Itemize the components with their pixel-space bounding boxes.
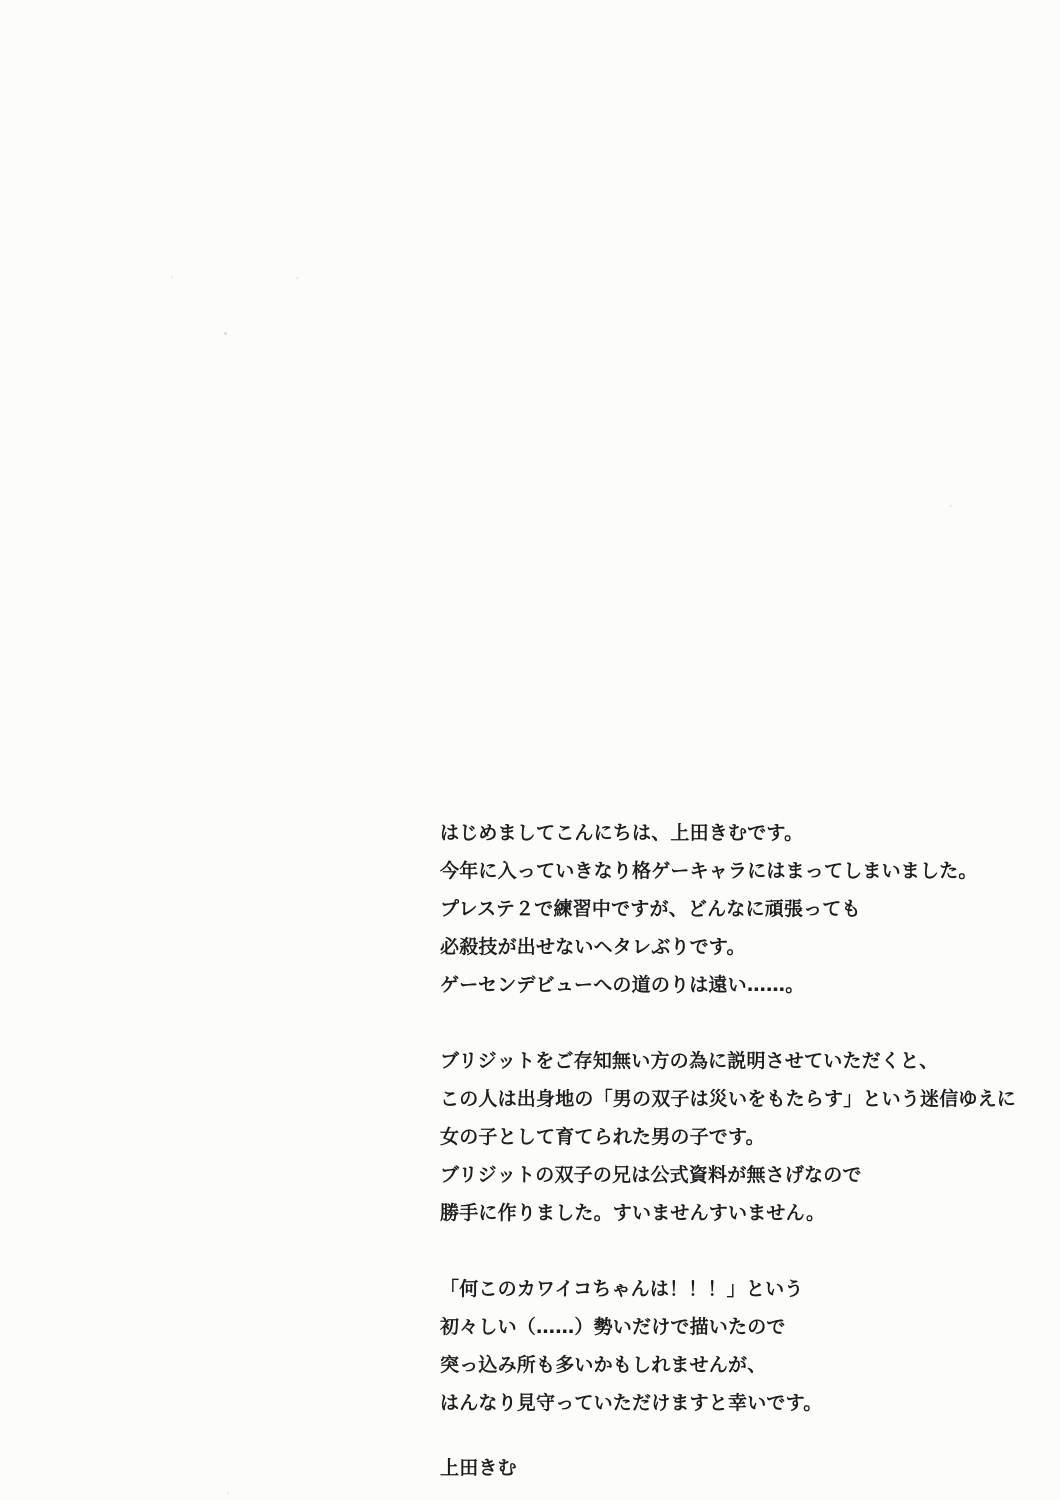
scan-speck <box>227 1492 229 1494</box>
scan-speck <box>224 332 227 335</box>
afterword-line: プレステ２で練習中ですが、どんなに頑張っても <box>440 898 861 920</box>
afterword-line: この人は出身地の「男の双子は災いをもたらす」という迷信ゆえに <box>440 1088 1017 1110</box>
scan-speck <box>296 277 298 279</box>
afterword-line: はんなり見守っていただけますと幸いです。 <box>440 1392 823 1414</box>
afterword-line: 初々しい（……）勢いだけで描いたので <box>440 1316 786 1338</box>
afterword-line: 必殺技が出せないヘタレぶりです。 <box>440 936 746 958</box>
afterword-paragraph-2 <box>440 1042 1016 1232</box>
afterword-line: 勝手に作りました。すいませんすいません。 <box>440 1202 826 1224</box>
scan-speck <box>171 276 173 278</box>
afterword-paragraph-3 <box>440 1270 1016 1422</box>
afterword-line: ブリジットの双子の兄は公式資料が無さげなので <box>440 1164 862 1186</box>
afterword-paragraph-1 <box>440 814 1016 1004</box>
afterword-line: 女の子として育てられた男の子です。 <box>440 1126 765 1148</box>
afterword-line: 突っ込み所も多いかもしれませんが、 <box>440 1354 767 1376</box>
author-signature: 上田きむ <box>440 1457 517 1479</box>
afterword-line: 今年に入っていきなり格ゲーキャラにはまってしまいました。 <box>440 860 978 882</box>
scan-speck <box>950 505 952 507</box>
afterword-line: ブリジットをご存知無い方の為に説明させていただくと、 <box>440 1050 939 1072</box>
afterword-line: ゲーセンデビューへの道のりは遠い……。 <box>440 974 805 996</box>
afterword-text-block <box>440 814 1016 1487</box>
afterword-line: はじめましてこんにちは、上田きむです。 <box>440 822 804 844</box>
afterword-line: 「何このカワイコちゃんは！！！」という <box>440 1278 804 1300</box>
